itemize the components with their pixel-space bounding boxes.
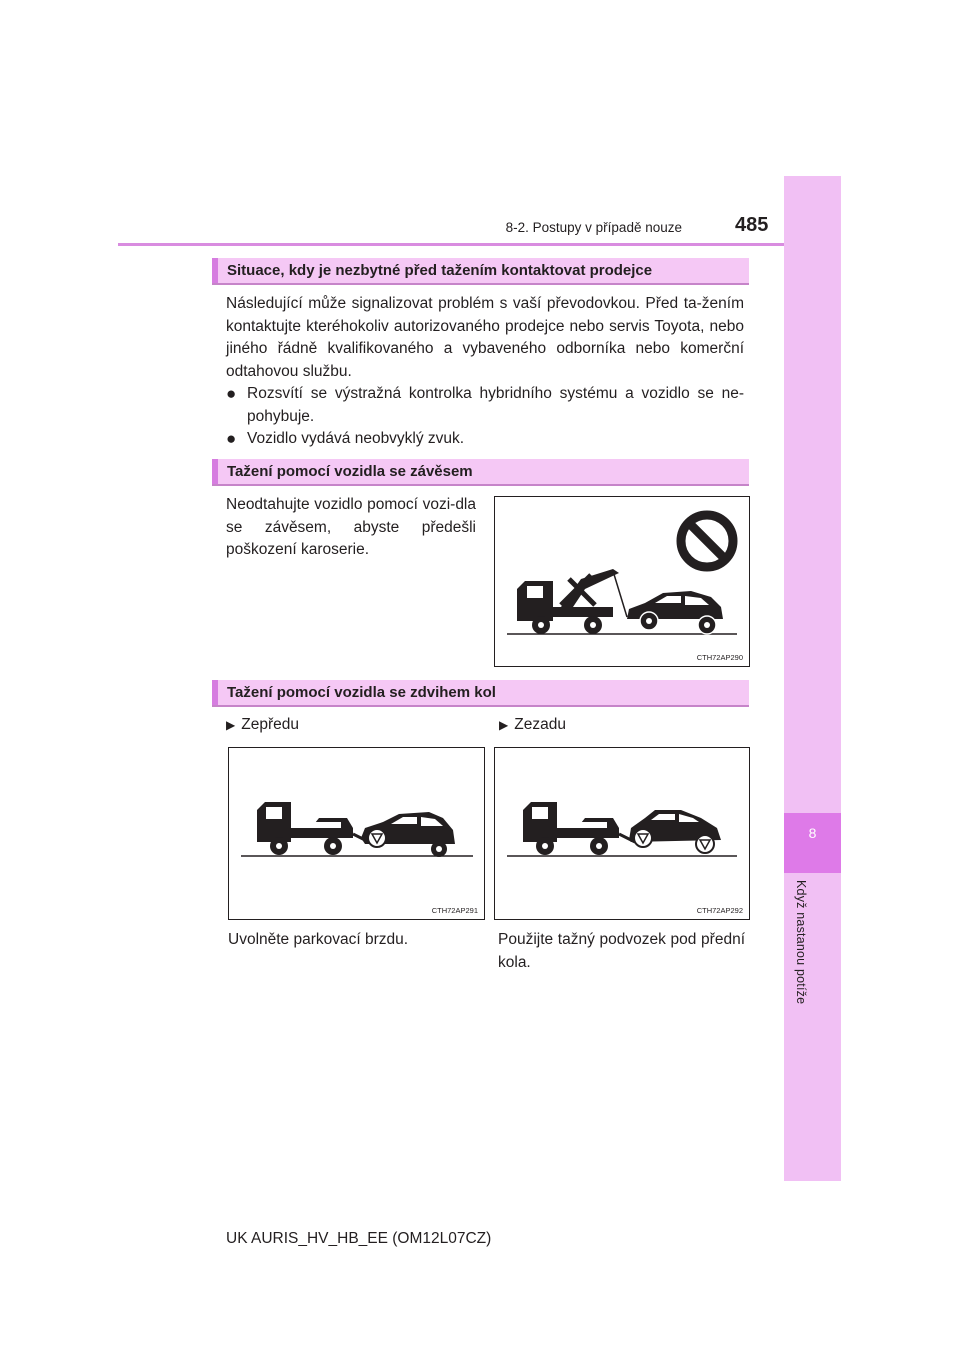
bullet-icon: ● (226, 384, 237, 403)
bullet-icon: ● (226, 429, 237, 448)
figure-code: CTH72AP291 (431, 906, 478, 915)
section-heading-text: Tažení pomocí vozidla se závěsem (227, 463, 473, 480)
tow-truck-figure (494, 496, 750, 667)
section-heading (212, 459, 749, 486)
wheel-lift-rear-figure (494, 747, 750, 920)
section-title: 8-2. Postupy v případě nouze (505, 220, 682, 235)
wheel-lift-front-illustration (229, 748, 484, 919)
front-caption: Uvolněte parkovací brzdu. (228, 931, 409, 948)
wheel-lift-front-figure (228, 747, 485, 920)
arrow-right-icon: ▶ (499, 718, 509, 732)
bullet-item (226, 383, 744, 428)
chapter-number: 8 (808, 825, 817, 841)
section-heading (212, 258, 749, 285)
arrow-right-icon: ▶ (226, 718, 236, 732)
figure-code: CTH72AP292 (696, 906, 743, 915)
intro-paragraph: Následující může signalizovat problém s vaší převodovkou. Před ta-žením kontaktujte kteréhokoliv autorizovaného prodejce nebo servis Toyota, nebo jiného řádně kvalifikovaného a vybaveného odborníka nebo komerční odtahovou službu. (226, 295, 744, 380)
chapter-side-tab (784, 176, 841, 1181)
section-heading-text: Situace, kdy je nezbytné před tažením kontaktovat prodejce (227, 262, 653, 279)
chapter-number-box (784, 813, 841, 873)
header-rule (118, 243, 784, 246)
section-heading-text: Tažení pomocí vozidla se zdvihem kol (227, 684, 496, 701)
document-code-footer: UK AURIS_HV_HB_EE (OM12L07CZ) (226, 1230, 492, 1247)
wheel-lift-rear-illustration (495, 748, 749, 919)
column-label-text: Zezadu (514, 716, 566, 733)
bullet-text: Rozsvítí se výstražná kontrolka hybridního systému a vozidlo se ne-pohybuje. (247, 385, 744, 425)
tow-truck-warning-text: Neodtahujte vozidlo pomocí vozi-dla se závěsem, abyste předešli poškození karoserie. (226, 496, 476, 558)
column-label-rear (499, 714, 566, 737)
chapter-title: Když nastanou potíže (794, 880, 808, 1005)
bullet-text: Vozidlo vydává neobvyklý zvuk. (247, 430, 465, 447)
tow-truck-sling-illustration (495, 497, 749, 666)
page-number: 485 (735, 214, 769, 236)
column-label-text: Zepředu (241, 716, 299, 733)
bullet-item (226, 428, 744, 451)
column-label-front (226, 714, 299, 737)
figure-code: CTH72AP290 (696, 653, 743, 662)
section-heading (212, 680, 749, 707)
rear-caption: Použijte tažný podvozek pod přední kola. (498, 931, 745, 971)
